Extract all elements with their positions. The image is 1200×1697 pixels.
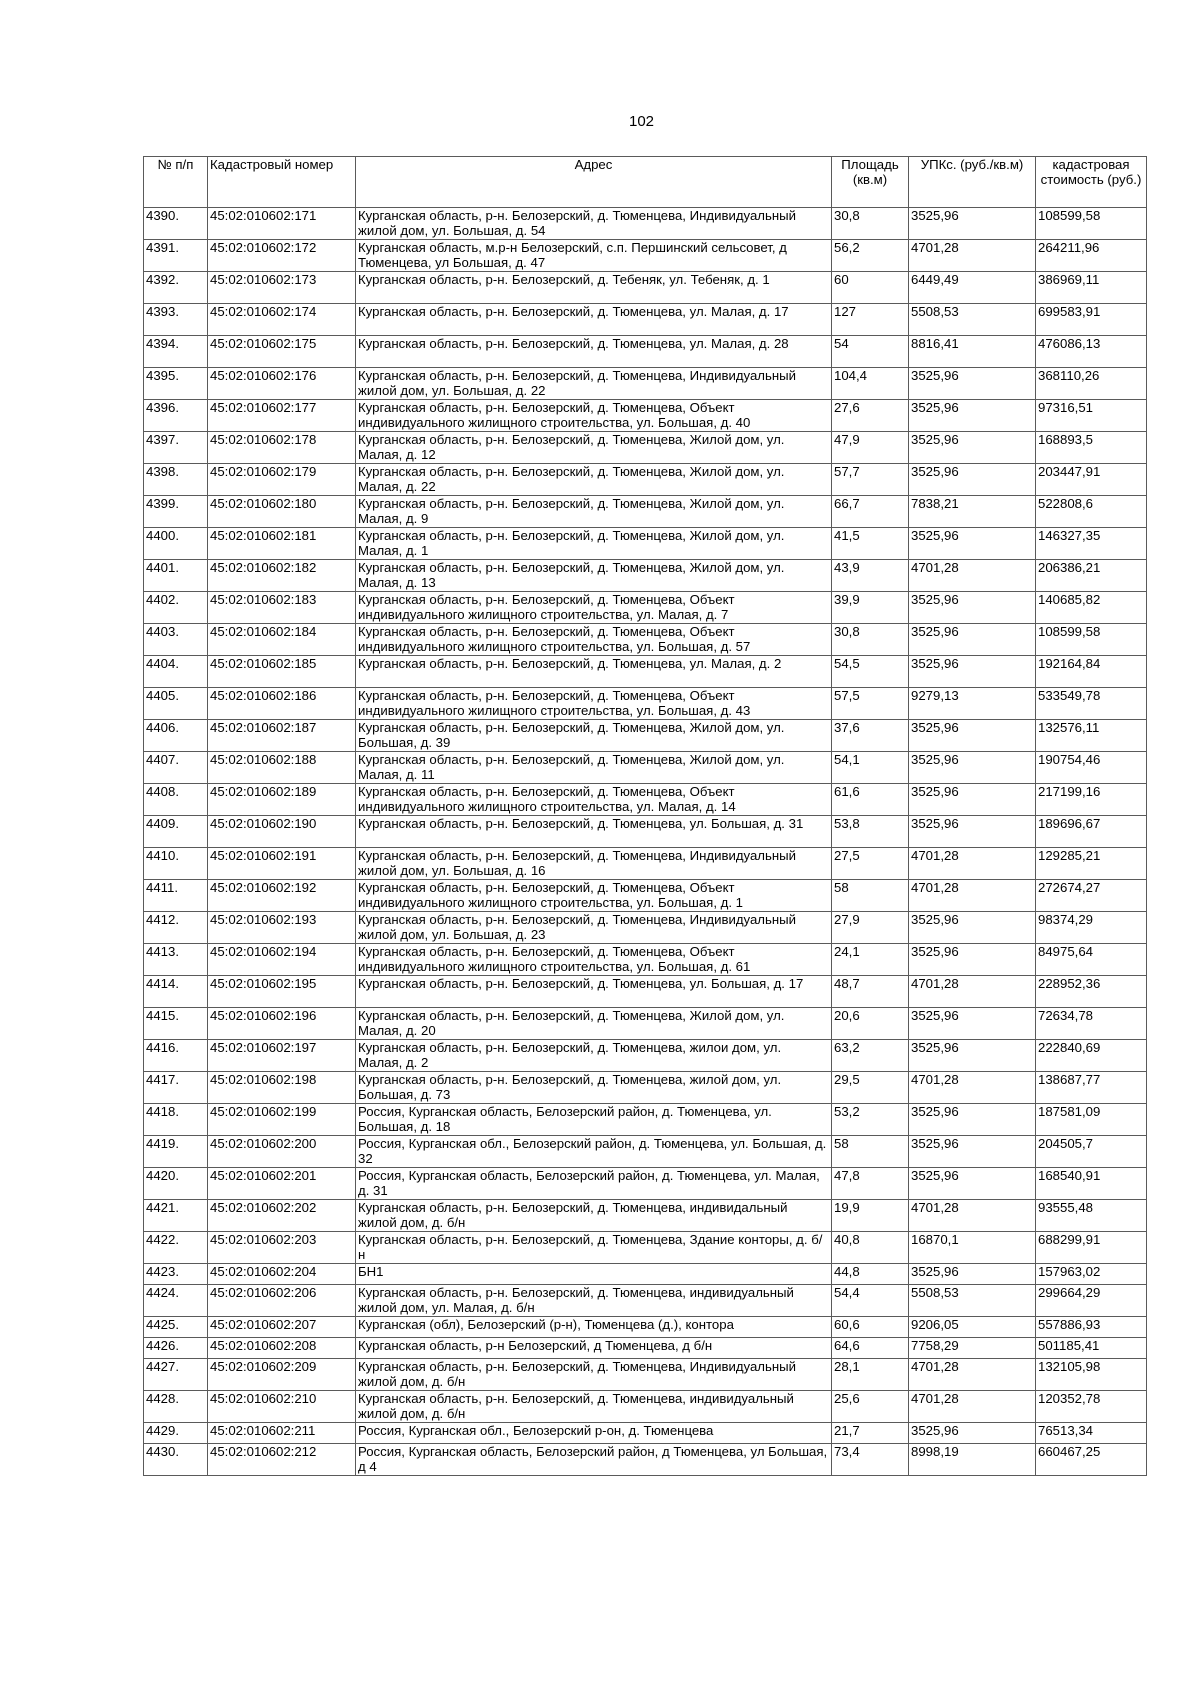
table-row	[144, 1136, 1147, 1168]
cell-cadastral-number: 45:02:010602:211	[208, 1423, 356, 1444]
cell-upks: 4701,28	[909, 1359, 1036, 1391]
cell-num: 4411.	[144, 880, 208, 912]
table-row	[144, 496, 1147, 528]
cell-num: 4421.	[144, 1200, 208, 1232]
cell-area: 30,8	[832, 208, 909, 240]
cell-cadastral-cost: 264211,96	[1036, 240, 1147, 272]
cell-address: Курганская область, р-н. Белозерский, д. Тюменцева, Объект индивидуального жилищного строительства, ул. Большая, д. 43	[356, 688, 832, 720]
table-row	[144, 848, 1147, 880]
cell-area: 58	[832, 1136, 909, 1168]
cell-cadastral-cost: 217199,16	[1036, 784, 1147, 816]
cell-address: Курганская область, р-н. Белозерский, д. Тюменцева, Жилой дом, ул. Малая, д. 13	[356, 560, 832, 592]
header-address: Адрес	[356, 157, 832, 208]
cell-cadastral-cost: 120352,78	[1036, 1391, 1147, 1423]
cell-num: 4415.	[144, 1008, 208, 1040]
cell-upks: 3525,96	[909, 1008, 1036, 1040]
cell-upks: 5508,53	[909, 1285, 1036, 1317]
cell-num: 4413.	[144, 944, 208, 976]
cell-upks: 3525,96	[909, 1136, 1036, 1168]
cell-upks: 4701,28	[909, 240, 1036, 272]
cell-cadastral-cost: 204505,7	[1036, 1136, 1147, 1168]
cell-upks: 4701,28	[909, 1072, 1036, 1104]
cell-address: Россия, Курганская область, Белозерский район, д Тюменцева, ул Большая, д 4	[356, 1444, 832, 1476]
cell-upks: 6449,49	[909, 272, 1036, 304]
cell-cadastral-number: 45:02:010602:181	[208, 528, 356, 560]
cell-num: 4400.	[144, 528, 208, 560]
cell-cadastral-cost: 368110,26	[1036, 368, 1147, 400]
table-row	[144, 1168, 1147, 1200]
cell-area: 53,2	[832, 1104, 909, 1136]
table-row	[144, 720, 1147, 752]
cell-cadastral-number: 45:02:010602:198	[208, 1072, 356, 1104]
cell-upks: 9206,05	[909, 1317, 1036, 1338]
cell-area: 73,4	[832, 1444, 909, 1476]
cell-upks: 8998,19	[909, 1444, 1036, 1476]
cell-area: 27,9	[832, 912, 909, 944]
cell-area: 57,5	[832, 688, 909, 720]
cell-cadastral-cost: 84975,64	[1036, 944, 1147, 976]
cell-cadastral-number: 45:02:010602:201	[208, 1168, 356, 1200]
cell-address: Курганская область, р-н. Белозерский, д. Тюменцева, Объект индивидуального жилищного строительства, ул. Малая, д. 7	[356, 592, 832, 624]
table-row	[144, 1285, 1147, 1317]
cell-address: Курганская область, р-н. Белозерский, д. Тюменцева, Индивидуальный жилой дом, ул. Большая, д. 54	[356, 208, 832, 240]
table-row	[144, 1072, 1147, 1104]
cell-cadastral-cost: 522808,6	[1036, 496, 1147, 528]
cell-area: 54,1	[832, 752, 909, 784]
table-row	[144, 368, 1147, 400]
cell-cadastral-number: 45:02:010602:193	[208, 912, 356, 944]
cell-upks: 7838,21	[909, 496, 1036, 528]
cell-num: 4427.	[144, 1359, 208, 1391]
cell-cadastral-cost: 108599,58	[1036, 208, 1147, 240]
table-row	[144, 272, 1147, 304]
cell-area: 43,9	[832, 560, 909, 592]
cell-num: 4390.	[144, 208, 208, 240]
cell-address: Курганская область, р-н. Белозерский, д. Тюменцева, ул. Малая, д. 17	[356, 304, 832, 336]
cell-cadastral-number: 45:02:010602:180	[208, 496, 356, 528]
table-row	[144, 752, 1147, 784]
cell-cadastral-number: 45:02:010602:179	[208, 464, 356, 496]
cell-num: 4414.	[144, 976, 208, 1008]
cell-address: Курганская область, р-н. Белозерский, д. Тюменцева, Объект индивидуального жилищного строительства, ул. Большая, д. 57	[356, 624, 832, 656]
cell-address: Курганская область, р-н. Белозерский, д. Тюменцева, Жилой дом, ул. Малая, д. 12	[356, 432, 832, 464]
cell-address: БН1	[356, 1264, 832, 1285]
cell-cadastral-number: 45:02:010602:171	[208, 208, 356, 240]
cell-num: 4410.	[144, 848, 208, 880]
cell-area: 64,6	[832, 1338, 909, 1359]
cell-area: 27,5	[832, 848, 909, 880]
cell-cadastral-number: 45:02:010602:185	[208, 656, 356, 688]
cell-address: Курганская область, р-н. Белозерский, д. Тюменцева, ул. Малая, д. 28	[356, 336, 832, 368]
cell-cadastral-cost: 476086,13	[1036, 336, 1147, 368]
table-row	[144, 688, 1147, 720]
table-row	[144, 432, 1147, 464]
header-num: № п/п	[144, 157, 208, 208]
cell-cadastral-number: 45:02:010602:172	[208, 240, 356, 272]
cell-cadastral-number: 45:02:010602:195	[208, 976, 356, 1008]
table-row	[144, 1317, 1147, 1338]
cell-cadastral-number: 45:02:010602:210	[208, 1391, 356, 1423]
page-number: 102	[628, 113, 655, 130]
cell-cadastral-number: 45:02:010602:190	[208, 816, 356, 848]
cell-cadastral-cost: 501185,41	[1036, 1338, 1147, 1359]
cell-upks: 5508,53	[909, 304, 1036, 336]
table-row	[144, 624, 1147, 656]
table-body	[144, 208, 1147, 1476]
cell-area: 60,6	[832, 1317, 909, 1338]
cell-num: 4426.	[144, 1338, 208, 1359]
table-row	[144, 1040, 1147, 1072]
cell-upks: 3525,96	[909, 1168, 1036, 1200]
cell-cadastral-number: 45:02:010602:212	[208, 1444, 356, 1476]
table-row	[144, 976, 1147, 1008]
cell-upks: 7758,29	[909, 1338, 1036, 1359]
table-row	[144, 240, 1147, 272]
cell-address: Курганская область, р-н. Белозерский, д. Тюменцева, Объект индивидуального жилищного строительства, ул. Большая, д. 1	[356, 880, 832, 912]
cell-area: 54	[832, 336, 909, 368]
cell-cadastral-cost: 93555,48	[1036, 1200, 1147, 1232]
cell-cadastral-cost: 192164,84	[1036, 656, 1147, 688]
cell-upks: 4701,28	[909, 1391, 1036, 1423]
cell-address: Курганская область, р-н. Белозерский, д. Тюменцева, Жилой дом, ул. Малая, д. 9	[356, 496, 832, 528]
cell-cadastral-cost: 129285,21	[1036, 848, 1147, 880]
table-row	[144, 1232, 1147, 1264]
cell-upks: 3525,96	[909, 208, 1036, 240]
table-row	[144, 464, 1147, 496]
cell-cadastral-cost: 168893,5	[1036, 432, 1147, 464]
cell-area: 56,2	[832, 240, 909, 272]
cell-address: Курганская область, р-н. Белозерский, д. Тюменцева, Индивидуальный жилой дом, ул. Большая, д. 23	[356, 912, 832, 944]
cell-cadastral-cost: 386969,11	[1036, 272, 1147, 304]
cell-num: 4391.	[144, 240, 208, 272]
cell-cadastral-cost: 146327,35	[1036, 528, 1147, 560]
cell-cadastral-cost: 132576,11	[1036, 720, 1147, 752]
cell-address: Курганская область, р-н. Белозерский, д. Тюменцева, индивидуальный жилой дом, ул. Малая, д. б/н	[356, 1285, 832, 1317]
cell-cadastral-number: 45:02:010602:194	[208, 944, 356, 976]
cell-area: 66,7	[832, 496, 909, 528]
cell-area: 37,6	[832, 720, 909, 752]
header-cadastral-number: Кадастровый номер	[208, 157, 356, 208]
cell-cadastral-number: 45:02:010602:207	[208, 1317, 356, 1338]
cell-num: 4409.	[144, 816, 208, 848]
cell-area: 63,2	[832, 1040, 909, 1072]
cell-upks: 3525,96	[909, 1264, 1036, 1285]
cell-upks: 4701,28	[909, 1200, 1036, 1232]
cell-cadastral-number: 45:02:010602:206	[208, 1285, 356, 1317]
cell-num: 4393.	[144, 304, 208, 336]
cell-cadastral-number: 45:02:010602:188	[208, 752, 356, 784]
cell-area: 21,7	[832, 1423, 909, 1444]
cell-cadastral-cost: 222840,69	[1036, 1040, 1147, 1072]
cell-cadastral-number: 45:02:010602:187	[208, 720, 356, 752]
cell-cadastral-number: 45:02:010602:178	[208, 432, 356, 464]
cell-num: 4406.	[144, 720, 208, 752]
header-upks: УПКс. (руб./кв.м)	[909, 157, 1036, 208]
cell-upks: 3525,96	[909, 1104, 1036, 1136]
cell-num: 4403.	[144, 624, 208, 656]
cell-num: 4417.	[144, 1072, 208, 1104]
cell-area: 19,9	[832, 1200, 909, 1232]
cell-num: 4405.	[144, 688, 208, 720]
cell-area: 29,5	[832, 1072, 909, 1104]
cell-num: 4397.	[144, 432, 208, 464]
cell-num: 4404.	[144, 656, 208, 688]
table-row	[144, 656, 1147, 688]
cell-cadastral-number: 45:02:010602:192	[208, 880, 356, 912]
cell-cadastral-number: 45:02:010602:202	[208, 1200, 356, 1232]
table-row	[144, 336, 1147, 368]
cell-address: Курганская область, р-н. Белозерский, д. Тюменцева, Жилой дом, ул. Малая, д. 1	[356, 528, 832, 560]
cell-num: 4395.	[144, 368, 208, 400]
cell-address: Курганская область, м.р-н Белозерский, с.п. Першинский сельсовет, д Тюменцева, ул Большая, д. 47	[356, 240, 832, 272]
cell-area: 28,1	[832, 1359, 909, 1391]
cell-upks: 3525,96	[909, 1423, 1036, 1444]
cell-area: 44,8	[832, 1264, 909, 1285]
cell-upks: 3525,96	[909, 1040, 1036, 1072]
cell-cadastral-cost: 187581,09	[1036, 1104, 1147, 1136]
cell-cadastral-number: 45:02:010602:200	[208, 1136, 356, 1168]
cell-num: 4430.	[144, 1444, 208, 1476]
cell-area: 53,8	[832, 816, 909, 848]
cell-address: Курганская область, р-н. Белозерский, д. Тюменцева, жилои дом, ул. Малая, д. 2	[356, 1040, 832, 1072]
cell-num: 4401.	[144, 560, 208, 592]
table-row	[144, 560, 1147, 592]
cell-area: 127	[832, 304, 909, 336]
cell-area: 20,6	[832, 1008, 909, 1040]
table-header-row	[144, 157, 1147, 208]
cell-num: 4399.	[144, 496, 208, 528]
cell-cadastral-cost: 203447,91	[1036, 464, 1147, 496]
table-row	[144, 944, 1147, 976]
cell-address: Курганская область, р-н. Белозерский, д. Тюменцева, Жилой дом, ул. Большая, д. 39	[356, 720, 832, 752]
cell-address: Курганская область, р-н. Белозерский, д. Тюменцева, индивидуальный жилой дом, д. б/н	[356, 1391, 832, 1423]
cell-cadastral-cost: 533549,78	[1036, 688, 1147, 720]
cell-num: 4420.	[144, 1168, 208, 1200]
cell-address: Курганская область, р-н. Белозерский, д. Тюменцева, ул. Большая, д. 31	[356, 816, 832, 848]
cell-cadastral-number: 45:02:010602:199	[208, 1104, 356, 1136]
cell-num: 4392.	[144, 272, 208, 304]
table-row	[144, 1200, 1147, 1232]
cell-area: 27,6	[832, 400, 909, 432]
cell-address: Курганская область, р-н Белозерский, д Тюменцева, д б/н	[356, 1338, 832, 1359]
cell-cadastral-cost: 76513,34	[1036, 1423, 1147, 1444]
cell-address: Россия, Курганская область, Белозерский район, д. Тюменцева, ул. Малая, д. 31	[356, 1168, 832, 1200]
cell-address: Курганская область, р-н. Белозерский, д. Тюменцева, Индивидуальный жилой дом, ул. Большая, д. 22	[356, 368, 832, 400]
cell-address: Курганская область, р-н. Белозерский, д. Тюменцева, Объект индивидуального жилищного строительства, ул. Большая, д. 61	[356, 944, 832, 976]
cell-num: 4394.	[144, 336, 208, 368]
cell-cadastral-cost: 132105,98	[1036, 1359, 1147, 1391]
cell-cadastral-cost: 699583,91	[1036, 304, 1147, 336]
cell-cadastral-cost: 660467,25	[1036, 1444, 1147, 1476]
cell-area: 57,7	[832, 464, 909, 496]
header-cadastral-cost: кадастровая стоимость (руб.)	[1036, 157, 1147, 208]
cell-cadastral-number: 45:02:010602:186	[208, 688, 356, 720]
cell-upks: 4701,28	[909, 880, 1036, 912]
table-row	[144, 400, 1147, 432]
cell-cadastral-cost: 228952,36	[1036, 976, 1147, 1008]
cell-upks: 3525,96	[909, 592, 1036, 624]
cell-upks: 9279,13	[909, 688, 1036, 720]
cell-address: Курганская область, р-н. Белозерский, д. Тюменцева, ул. Малая, д. 2	[356, 656, 832, 688]
cell-upks: 3525,96	[909, 624, 1036, 656]
cell-address: Курганская область, р-н. Белозерский, д. Тебеняк, ул. Тебеняк, д. 1	[356, 272, 832, 304]
cell-upks: 3525,96	[909, 784, 1036, 816]
cell-cadastral-number: 45:02:010602:203	[208, 1232, 356, 1264]
cell-area: 39,9	[832, 592, 909, 624]
cell-cadastral-number: 45:02:010602:191	[208, 848, 356, 880]
cell-cadastral-number: 45:02:010602:175	[208, 336, 356, 368]
cell-address: Россия, Курганская обл., Белозерский район, д. Тюменцева, ул. Большая, д. 32	[356, 1136, 832, 1168]
cell-upks: 3525,96	[909, 368, 1036, 400]
cell-num: 4428.	[144, 1391, 208, 1423]
cell-area: 48,7	[832, 976, 909, 1008]
cell-num: 4424.	[144, 1285, 208, 1317]
cell-address: Курганская область, р-н. Белозерский, д. Тюменцева, Жилой дом, ул. Малая, д. 11	[356, 752, 832, 784]
table-row	[144, 528, 1147, 560]
cell-cadastral-number: 45:02:010602:196	[208, 1008, 356, 1040]
table-row	[144, 592, 1147, 624]
cell-area: 40,8	[832, 1232, 909, 1264]
cell-area: 54,4	[832, 1285, 909, 1317]
cell-cadastral-number: 45:02:010602:204	[208, 1264, 356, 1285]
cell-cadastral-cost: 140685,82	[1036, 592, 1147, 624]
cell-address: Курганская область, р-н. Белозерский, д. Тюменцева, Жилой дом, ул. Малая, д. 22	[356, 464, 832, 496]
cell-address: Курганская область, р-н. Белозерский, д. Тюменцева, Жилой дом, ул. Малая, д. 20	[356, 1008, 832, 1040]
table-row	[144, 1264, 1147, 1285]
cell-upks: 16870,1	[909, 1232, 1036, 1264]
cell-num: 4402.	[144, 592, 208, 624]
cell-cadastral-number: 45:02:010602:174	[208, 304, 356, 336]
table-row	[144, 304, 1147, 336]
table-row	[144, 880, 1147, 912]
cell-address: Курганская область, р-н. Белозерский, д. Тюменцева, Здание конторы, д. б/н	[356, 1232, 832, 1264]
cell-address: Курганская область, р-н. Белозерский, д. Тюменцева, жилой дом, ул. Большая, д. 73	[356, 1072, 832, 1104]
table-row	[144, 816, 1147, 848]
cell-cadastral-cost: 72634,78	[1036, 1008, 1147, 1040]
cell-cadastral-cost: 272674,27	[1036, 880, 1147, 912]
cell-cadastral-cost: 98374,29	[1036, 912, 1147, 944]
cell-num: 4422.	[144, 1232, 208, 1264]
cell-cadastral-cost: 557886,93	[1036, 1317, 1147, 1338]
cell-cadastral-cost: 97316,51	[1036, 400, 1147, 432]
cell-upks: 3525,96	[909, 816, 1036, 848]
cell-upks: 3525,96	[909, 752, 1036, 784]
cell-upks: 3525,96	[909, 400, 1036, 432]
cell-cadastral-cost: 206386,21	[1036, 560, 1147, 592]
cell-cadastral-number: 45:02:010602:197	[208, 1040, 356, 1072]
cell-cadastral-cost: 299664,29	[1036, 1285, 1147, 1317]
table-row	[144, 1391, 1147, 1423]
cell-upks: 3525,96	[909, 720, 1036, 752]
cell-num: 4425.	[144, 1317, 208, 1338]
cell-num: 4419.	[144, 1136, 208, 1168]
cell-area: 104,4	[832, 368, 909, 400]
cell-num: 4412.	[144, 912, 208, 944]
cell-upks: 3525,96	[909, 528, 1036, 560]
cell-upks: 4701,28	[909, 560, 1036, 592]
cell-cadastral-number: 45:02:010602:183	[208, 592, 356, 624]
cell-address: Курганская область, р-н. Белозерский, д. Тюменцева, Индивидуальный жилой дом, д. б/н	[356, 1359, 832, 1391]
table-row	[144, 784, 1147, 816]
cell-num: 4416.	[144, 1040, 208, 1072]
cell-address: Россия, Курганская обл., Белозерский р-он, д. Тюменцева	[356, 1423, 832, 1444]
cell-cadastral-number: 45:02:010602:176	[208, 368, 356, 400]
table-row	[144, 1008, 1147, 1040]
cell-address: Курганская область, р-н. Белозерский, д. Тюменцева, Объект индивидуального жилищного строительства, ул. Большая, д. 40	[356, 400, 832, 432]
cell-upks: 4701,28	[909, 848, 1036, 880]
cadastral-registry-table	[143, 156, 1147, 1476]
cell-area: 47,9	[832, 432, 909, 464]
table-row	[144, 912, 1147, 944]
cell-num: 4418.	[144, 1104, 208, 1136]
cell-cadastral-cost: 108599,58	[1036, 624, 1147, 656]
header-area: Площадь (кв.м)	[832, 157, 909, 208]
cell-cadastral-number: 45:02:010602:208	[208, 1338, 356, 1359]
cell-num: 4398.	[144, 464, 208, 496]
cell-upks: 3525,96	[909, 944, 1036, 976]
cell-area: 61,6	[832, 784, 909, 816]
cell-cadastral-cost: 688299,91	[1036, 1232, 1147, 1264]
cell-area: 25,6	[832, 1391, 909, 1423]
cell-area: 60	[832, 272, 909, 304]
cell-area: 41,5	[832, 528, 909, 560]
table-row	[144, 208, 1147, 240]
table-row	[144, 1423, 1147, 1444]
table-row	[144, 1444, 1147, 1476]
cell-area: 58	[832, 880, 909, 912]
cell-cadastral-cost: 138687,77	[1036, 1072, 1147, 1104]
table-row	[144, 1104, 1147, 1136]
cell-upks: 3525,96	[909, 912, 1036, 944]
cell-upks: 3525,96	[909, 656, 1036, 688]
cell-address: Курганская (обл), Белозерский (р-н), Тюменцева (д.), контора	[356, 1317, 832, 1338]
cell-area: 30,8	[832, 624, 909, 656]
cell-num: 4423.	[144, 1264, 208, 1285]
cell-address: Курганская область, р-н. Белозерский, д. Тюменцева, индивидальный жилой дом, д. б/н	[356, 1200, 832, 1232]
cell-cadastral-cost: 189696,67	[1036, 816, 1147, 848]
cell-upks: 4701,28	[909, 976, 1036, 1008]
cell-address: Россия, Курганская область, Белозерский район, д. Тюменцева, ул. Большая, д. 18	[356, 1104, 832, 1136]
cell-num: 4408.	[144, 784, 208, 816]
cell-cadastral-number: 45:02:010602:182	[208, 560, 356, 592]
cell-cadastral-cost: 168540,91	[1036, 1168, 1147, 1200]
cell-cadastral-number: 45:02:010602:209	[208, 1359, 356, 1391]
cell-upks: 3525,96	[909, 432, 1036, 464]
cell-upks: 3525,96	[909, 464, 1036, 496]
cell-address: Курганская область, р-н. Белозерский, д. Тюменцева, Объект индивидуального жилищного строительства, ул. Малая, д. 14	[356, 784, 832, 816]
cell-cadastral-cost: 190754,46	[1036, 752, 1147, 784]
cell-cadastral-cost: 157963,02	[1036, 1264, 1147, 1285]
cell-area: 47,8	[832, 1168, 909, 1200]
cell-cadastral-number: 45:02:010602:184	[208, 624, 356, 656]
cell-num: 4429.	[144, 1423, 208, 1444]
cell-cadastral-number: 45:02:010602:177	[208, 400, 356, 432]
cell-address: Курганская область, р-н. Белозерский, д. Тюменцева, Индивидуальный жилой дом, ул. Большая, д. 16	[356, 848, 832, 880]
cell-address: Курганская область, р-н. Белозерский, д. Тюменцева, ул. Большая, д. 17	[356, 976, 832, 1008]
cell-num: 4396.	[144, 400, 208, 432]
cell-area: 54,5	[832, 656, 909, 688]
cell-cadastral-number: 45:02:010602:173	[208, 272, 356, 304]
table-row	[144, 1338, 1147, 1359]
cell-cadastral-number: 45:02:010602:189	[208, 784, 356, 816]
table-row	[144, 1359, 1147, 1391]
cell-upks: 8816,41	[909, 336, 1036, 368]
cell-num: 4407.	[144, 752, 208, 784]
cell-area: 24,1	[832, 944, 909, 976]
